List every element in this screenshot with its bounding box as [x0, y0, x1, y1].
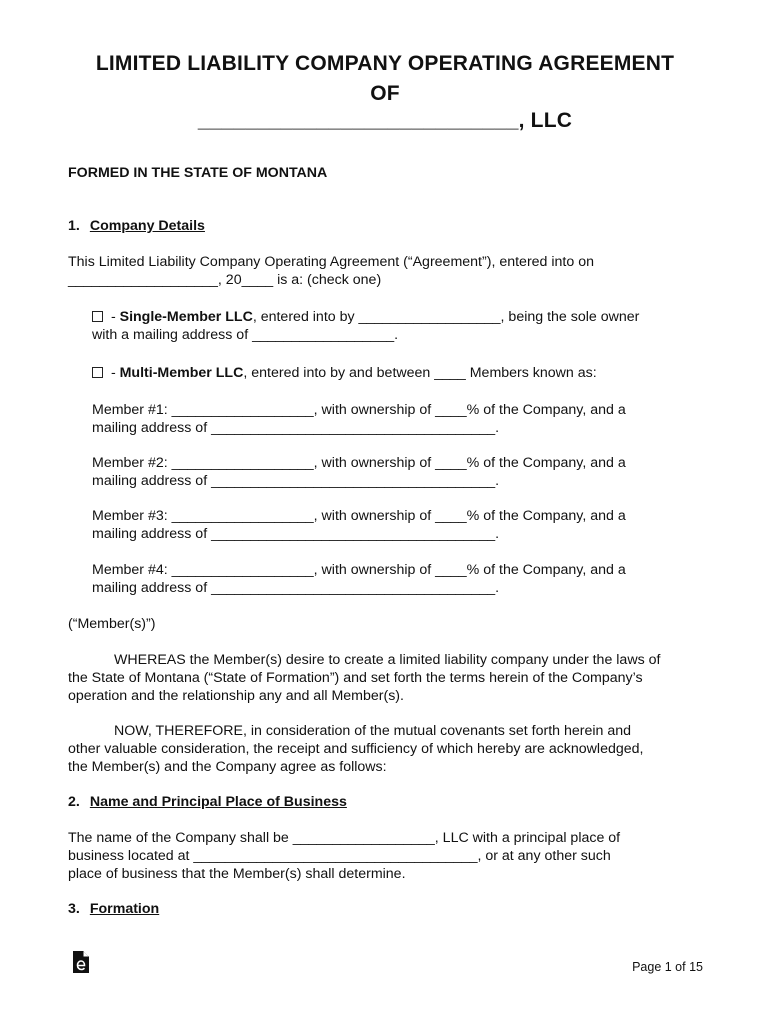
intro-line: ___________________, 20____ is a: (check one) — [68, 272, 382, 288]
multi-member-text: , entered into by and between ____ Members known as: — [243, 365, 597, 381]
member-address-line: mailing address of ____________________________________. — [92, 526, 500, 542]
section-3-heading — [68, 900, 708, 918]
member-entry-4 — [92, 561, 732, 597]
single-member-option — [92, 308, 732, 344]
multi-member-option — [92, 364, 732, 382]
section-title: Company Details — [89, 218, 205, 234]
multi-member-label: Multi-Member LLC — [119, 365, 244, 381]
paragraph-line: the Member(s) and the Company agree as follows: — [68, 759, 387, 775]
section-2-body — [68, 829, 708, 883]
member-line: Member #2: __________________, with ownership of ____% of the Company, and a — [92, 455, 626, 471]
option-dash: - — [107, 309, 120, 325]
paragraph-line: WHEREAS the Member(s) desire to create a limited liability company under the laws of — [114, 652, 661, 668]
member-address-line: mailing address of ____________________________________. — [92, 580, 500, 596]
member-address-line: mailing address of ____________________________________. — [92, 473, 500, 489]
member-entry-1 — [92, 401, 732, 437]
paragraph-line: operation and the relationship any and all Member(s). — [68, 688, 404, 704]
paragraph-line: place of business that the Member(s) shall determine. — [68, 866, 406, 882]
paragraph-line: other valuable consideration, the receipt and sufficiency of which hereby are acknowledged, — [68, 741, 644, 757]
page-number: Page 1 of 15 — [632, 960, 703, 974]
single-member-address: with a mailing address of __________________. — [92, 327, 399, 343]
paragraph-line: NOW, THEREFORE, in consideration of the mutual covenants set forth herein and — [114, 723, 632, 739]
section-number: 2. — [68, 794, 80, 810]
single-member-label: Single-Member LLC — [119, 309, 253, 325]
formed-in-state: FORMED IN THE STATE OF MONTANA — [68, 165, 328, 181]
option-dash: - — [107, 365, 120, 381]
paragraph-line: The name of the Company shall be __________________, LLC with a principal place of — [68, 830, 621, 846]
section-number: 3. — [68, 901, 80, 917]
document-title: LIMITED LIABILITY COMPANY OPERATING AGREEMENT — [95, 52, 675, 75]
member-line: Member #4: __________________, with ownership of ____% of the Company, and a — [92, 562, 626, 578]
members-label: (“Member(s)”) — [68, 616, 156, 632]
member-entry-3 — [92, 507, 732, 543]
paragraph-line: business located at ____________________________________, or at any other such — [68, 848, 611, 864]
section-1-heading — [68, 217, 708, 235]
member-address-line: mailing address of ____________________________________. — [92, 420, 500, 436]
member-line: Member #1: __________________, with ownership of ____% of the Company, and a — [92, 402, 626, 418]
section-2-heading — [68, 793, 708, 811]
member-entry-2 — [92, 454, 732, 490]
single-member-checkbox[interactable] — [92, 311, 103, 322]
section-title: Formation — [89, 901, 160, 917]
document-title-of: OF — [370, 82, 400, 105]
section-1-intro — [68, 253, 708, 289]
multi-member-checkbox[interactable] — [92, 367, 103, 378]
section-number: 1. — [68, 218, 80, 234]
company-name-blank: ___________________________, LLC — [197, 109, 573, 132]
member-line: Member #3: __________________, with ownership of ____% of the Company, and a — [92, 508, 626, 524]
single-member-text: , entered into by __________________, being the sole owner — [252, 309, 640, 325]
eforms-logo-icon — [72, 950, 90, 974]
intro-line: This Limited Liability Company Operating Agreement (“Agreement”), entered into on — [68, 254, 594, 270]
now-therefore-paragraph — [68, 722, 708, 776]
paragraph-line: the State of Montana (“State of Formation”) and set forth the terms herein of the Company’s — [68, 670, 643, 686]
section-title: Name and Principal Place of Business — [89, 794, 347, 810]
whereas-paragraph — [68, 651, 708, 705]
